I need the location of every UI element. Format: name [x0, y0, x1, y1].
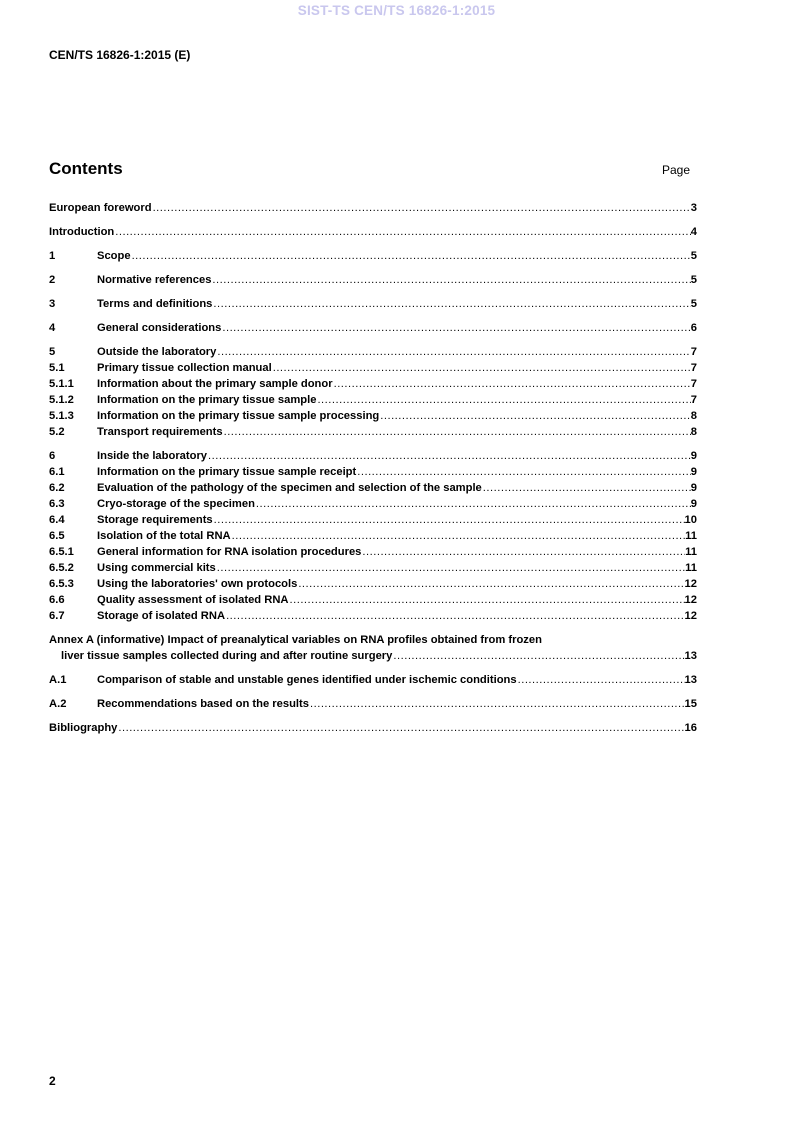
toc-entry-page: 7: [690, 394, 697, 406]
watermark: SIST-TS CEN/TS 16826-1:2015: [297, 3, 496, 18]
toc-leader-dots: [272, 360, 691, 376]
toc-entry[interactable]: [49, 320, 697, 336]
toc-leader-dots: [289, 592, 685, 608]
toc-entry[interactable]: [49, 296, 697, 312]
toc-leader-dots: [131, 248, 691, 264]
toc-leader-dots: [212, 296, 690, 312]
toc-leader-dots: [207, 448, 691, 464]
toc-entry-page: 5: [690, 274, 697, 286]
page-number: 2: [49, 1074, 56, 1088]
toc-entry-page: 12: [684, 578, 697, 590]
toc-entry-title: General considerations: [97, 322, 222, 334]
toc-entry[interactable]: [49, 544, 697, 560]
toc-entry-title: Bibliography: [49, 722, 118, 734]
toc-leader-dots: [297, 576, 684, 592]
toc-entry[interactable]: [49, 528, 697, 544]
toc-leader-dots: [216, 560, 685, 576]
toc-entry-title: Introduction: [49, 226, 115, 238]
toc-entry-number: 6.4: [49, 514, 65, 526]
toc-leader-dots: [152, 200, 691, 216]
toc-entry-title: Normative references: [97, 274, 212, 286]
toc-entry-page: 9: [690, 450, 697, 462]
toc-entry[interactable]: [49, 424, 697, 440]
toc-entry-page: 5: [690, 298, 697, 310]
toc-leader-dots: [225, 608, 684, 624]
toc-entry-page: 7: [690, 378, 697, 390]
toc-entry-number: 6.5: [49, 530, 65, 542]
toc-entry[interactable]: [49, 576, 697, 592]
toc-entry[interactable]: [49, 592, 697, 608]
toc-leader-dots: [211, 272, 690, 288]
toc-leader-dots: [231, 528, 686, 544]
toc-entry[interactable]: [49, 496, 697, 512]
toc-entry-page: 13: [684, 674, 697, 686]
toc-leader-dots: [114, 224, 691, 240]
toc-entry[interactable]: [49, 360, 697, 376]
toc-leader-dots: [223, 424, 691, 440]
toc-entry[interactable]: [49, 408, 697, 424]
toc-entry-title: Information about the primary sample donor: [97, 378, 333, 390]
toc-entry-number: 6.5.1: [49, 546, 74, 558]
toc-entry-number: 5.1: [49, 362, 65, 374]
toc-entry-title: Annex A (informative) Impact of preanalytical variables on RNA profiles obtained from frozen: [49, 634, 542, 646]
toc-leader-dots: [316, 392, 690, 408]
toc-entry-title: Scope: [97, 250, 131, 262]
toc-leader-dots: [482, 480, 691, 496]
toc-entry-title: Information on the primary tissue sample: [97, 394, 317, 406]
toc-entry-title: Storage requirements: [97, 514, 213, 526]
toc-entry-number: 6.1: [49, 466, 65, 478]
toc-entry-title: General information for RNA isolation procedures: [97, 546, 362, 558]
toc-entry[interactable]: [49, 560, 697, 576]
toc-entry-page: 6: [690, 322, 697, 334]
toc-entry-number: 6.6: [49, 594, 65, 606]
toc-entry-number: 1: [49, 250, 56, 262]
toc-entry-title: European foreword: [49, 202, 152, 214]
toc-entry-page: 16: [684, 722, 697, 734]
toc-entry-title: Cryo-storage of the specimen: [97, 498, 255, 510]
toc-leader-dots: [309, 696, 685, 712]
toc-entry-number: 5: [49, 346, 56, 358]
toc-entry-title: Using the laboratories' own protocols: [97, 578, 298, 590]
toc-leader-dots: [361, 544, 685, 560]
toc-entry-number: A.1: [49, 674, 67, 686]
toc-entry-title: Outside the laboratory: [97, 346, 217, 358]
toc-entry[interactable]: [49, 480, 697, 496]
toc-entry[interactable]: [49, 200, 697, 216]
toc-entry-title: Recommendations based on the results: [97, 698, 309, 710]
document-identifier: CEN/TS 16826-1:2015 (E): [49, 48, 191, 62]
toc-entry-page: 9: [690, 482, 697, 494]
toc-leader-dots: [333, 376, 691, 392]
toc-entry-title: Evaluation of the pathology of the specimen and selection of the sample: [97, 482, 482, 494]
table-of-contents: [49, 200, 697, 736]
toc-entry-number: 6: [49, 450, 56, 462]
toc-entry[interactable]: [49, 464, 697, 480]
toc-entry[interactable]: [49, 608, 697, 624]
toc-entry-number: 5.1.2: [49, 394, 74, 406]
toc-entry-title: Isolation of the total RNA: [97, 530, 231, 542]
toc-leader-dots: [221, 320, 690, 336]
toc-entry[interactable]: [49, 376, 697, 392]
toc-entry[interactable]: [49, 272, 697, 288]
toc-entry-number: 3: [49, 298, 56, 310]
toc-entry-page: 3: [690, 202, 697, 214]
toc-entry-page: 12: [684, 594, 697, 606]
toc-entry[interactable]: [49, 672, 697, 688]
toc-entry[interactable]: [49, 224, 697, 240]
toc-entry-page: 15: [684, 698, 697, 710]
toc-leader-dots: [213, 512, 685, 528]
toc-entry-page: 11: [685, 546, 697, 558]
toc-entry-number: 6.2: [49, 482, 65, 494]
toc-entry-number: A.2: [49, 698, 67, 710]
toc-entry-title: Inside the laboratory: [97, 450, 208, 462]
toc-entry[interactable]: [49, 392, 697, 408]
toc-entry-page: 8: [690, 426, 697, 438]
toc-entry[interactable]: [49, 512, 697, 528]
toc-entry-annex-continuation[interactable]: [49, 648, 697, 664]
toc-leader-dots: [392, 648, 684, 664]
toc-entry-title: Storage of isolated RNA: [97, 610, 226, 622]
toc-entry-number: 6.5.2: [49, 562, 74, 574]
toc-entry-page: 7: [690, 346, 697, 358]
toc-entry-title: Terms and definitions: [97, 298, 213, 310]
toc-entry-page: 12: [684, 610, 697, 622]
toc-entry[interactable]: [49, 248, 697, 264]
toc-entry-page: 8: [690, 410, 697, 422]
toc-leader-dots: [379, 408, 691, 424]
toc-leader-dots: [117, 720, 684, 736]
page-column-label: Page: [662, 163, 691, 177]
contents-heading: Contents: [49, 159, 123, 178]
toc-entry-number: 6.7: [49, 610, 65, 622]
toc-entry-number: 5.1.1: [49, 378, 74, 390]
toc-leader-dots: [517, 672, 685, 688]
toc-entry-number: 2: [49, 274, 56, 286]
toc-leader-dots: [356, 464, 691, 480]
toc-leader-dots: [255, 496, 691, 512]
toc-leader-dots: [216, 344, 690, 360]
toc-entry-page: 7: [690, 362, 697, 374]
toc-entry-title: Information on the primary tissue sample processing: [97, 410, 380, 422]
toc-entry-title: Using commercial kits: [97, 562, 216, 574]
toc-entry-number: 6.3: [49, 498, 65, 510]
toc-entry-title: Transport requirements: [97, 426, 223, 438]
toc-entry-number: 5.2: [49, 426, 65, 438]
toc-entry-page: 11: [685, 530, 697, 542]
toc-entry-title: Comparison of stable and unstable genes identified under ischemic conditions: [97, 674, 517, 686]
toc-entry[interactable]: [49, 696, 697, 712]
toc-entry-page: 9: [690, 498, 697, 510]
toc-entry-number: 5.1.3: [49, 410, 74, 422]
toc-entry-title: Primary tissue collection manual: [97, 362, 272, 374]
toc-entry-page: 13: [684, 650, 697, 662]
toc-entry-number: 4: [49, 322, 56, 334]
toc-entry[interactable]: [49, 448, 697, 464]
toc-entry-page: 5: [690, 250, 697, 262]
toc-entry[interactable]: [49, 720, 697, 736]
toc-entry[interactable]: [49, 344, 697, 360]
toc-entry-page: 10: [684, 514, 697, 526]
toc-entry-title-continued: liver tissue samples collected during and after routine surgery: [61, 650, 393, 662]
toc-entry-title: Quality assessment of isolated RNA: [97, 594, 289, 606]
toc-entry-page: 11: [685, 562, 697, 574]
toc-entry-page: 9: [690, 466, 697, 478]
toc-entry-annex[interactable]: [49, 632, 697, 648]
toc-entry-number: 6.5.3: [49, 578, 74, 590]
toc-entry-title: Information on the primary tissue sample receipt: [97, 466, 357, 478]
toc-entry-page: 4: [690, 226, 697, 238]
